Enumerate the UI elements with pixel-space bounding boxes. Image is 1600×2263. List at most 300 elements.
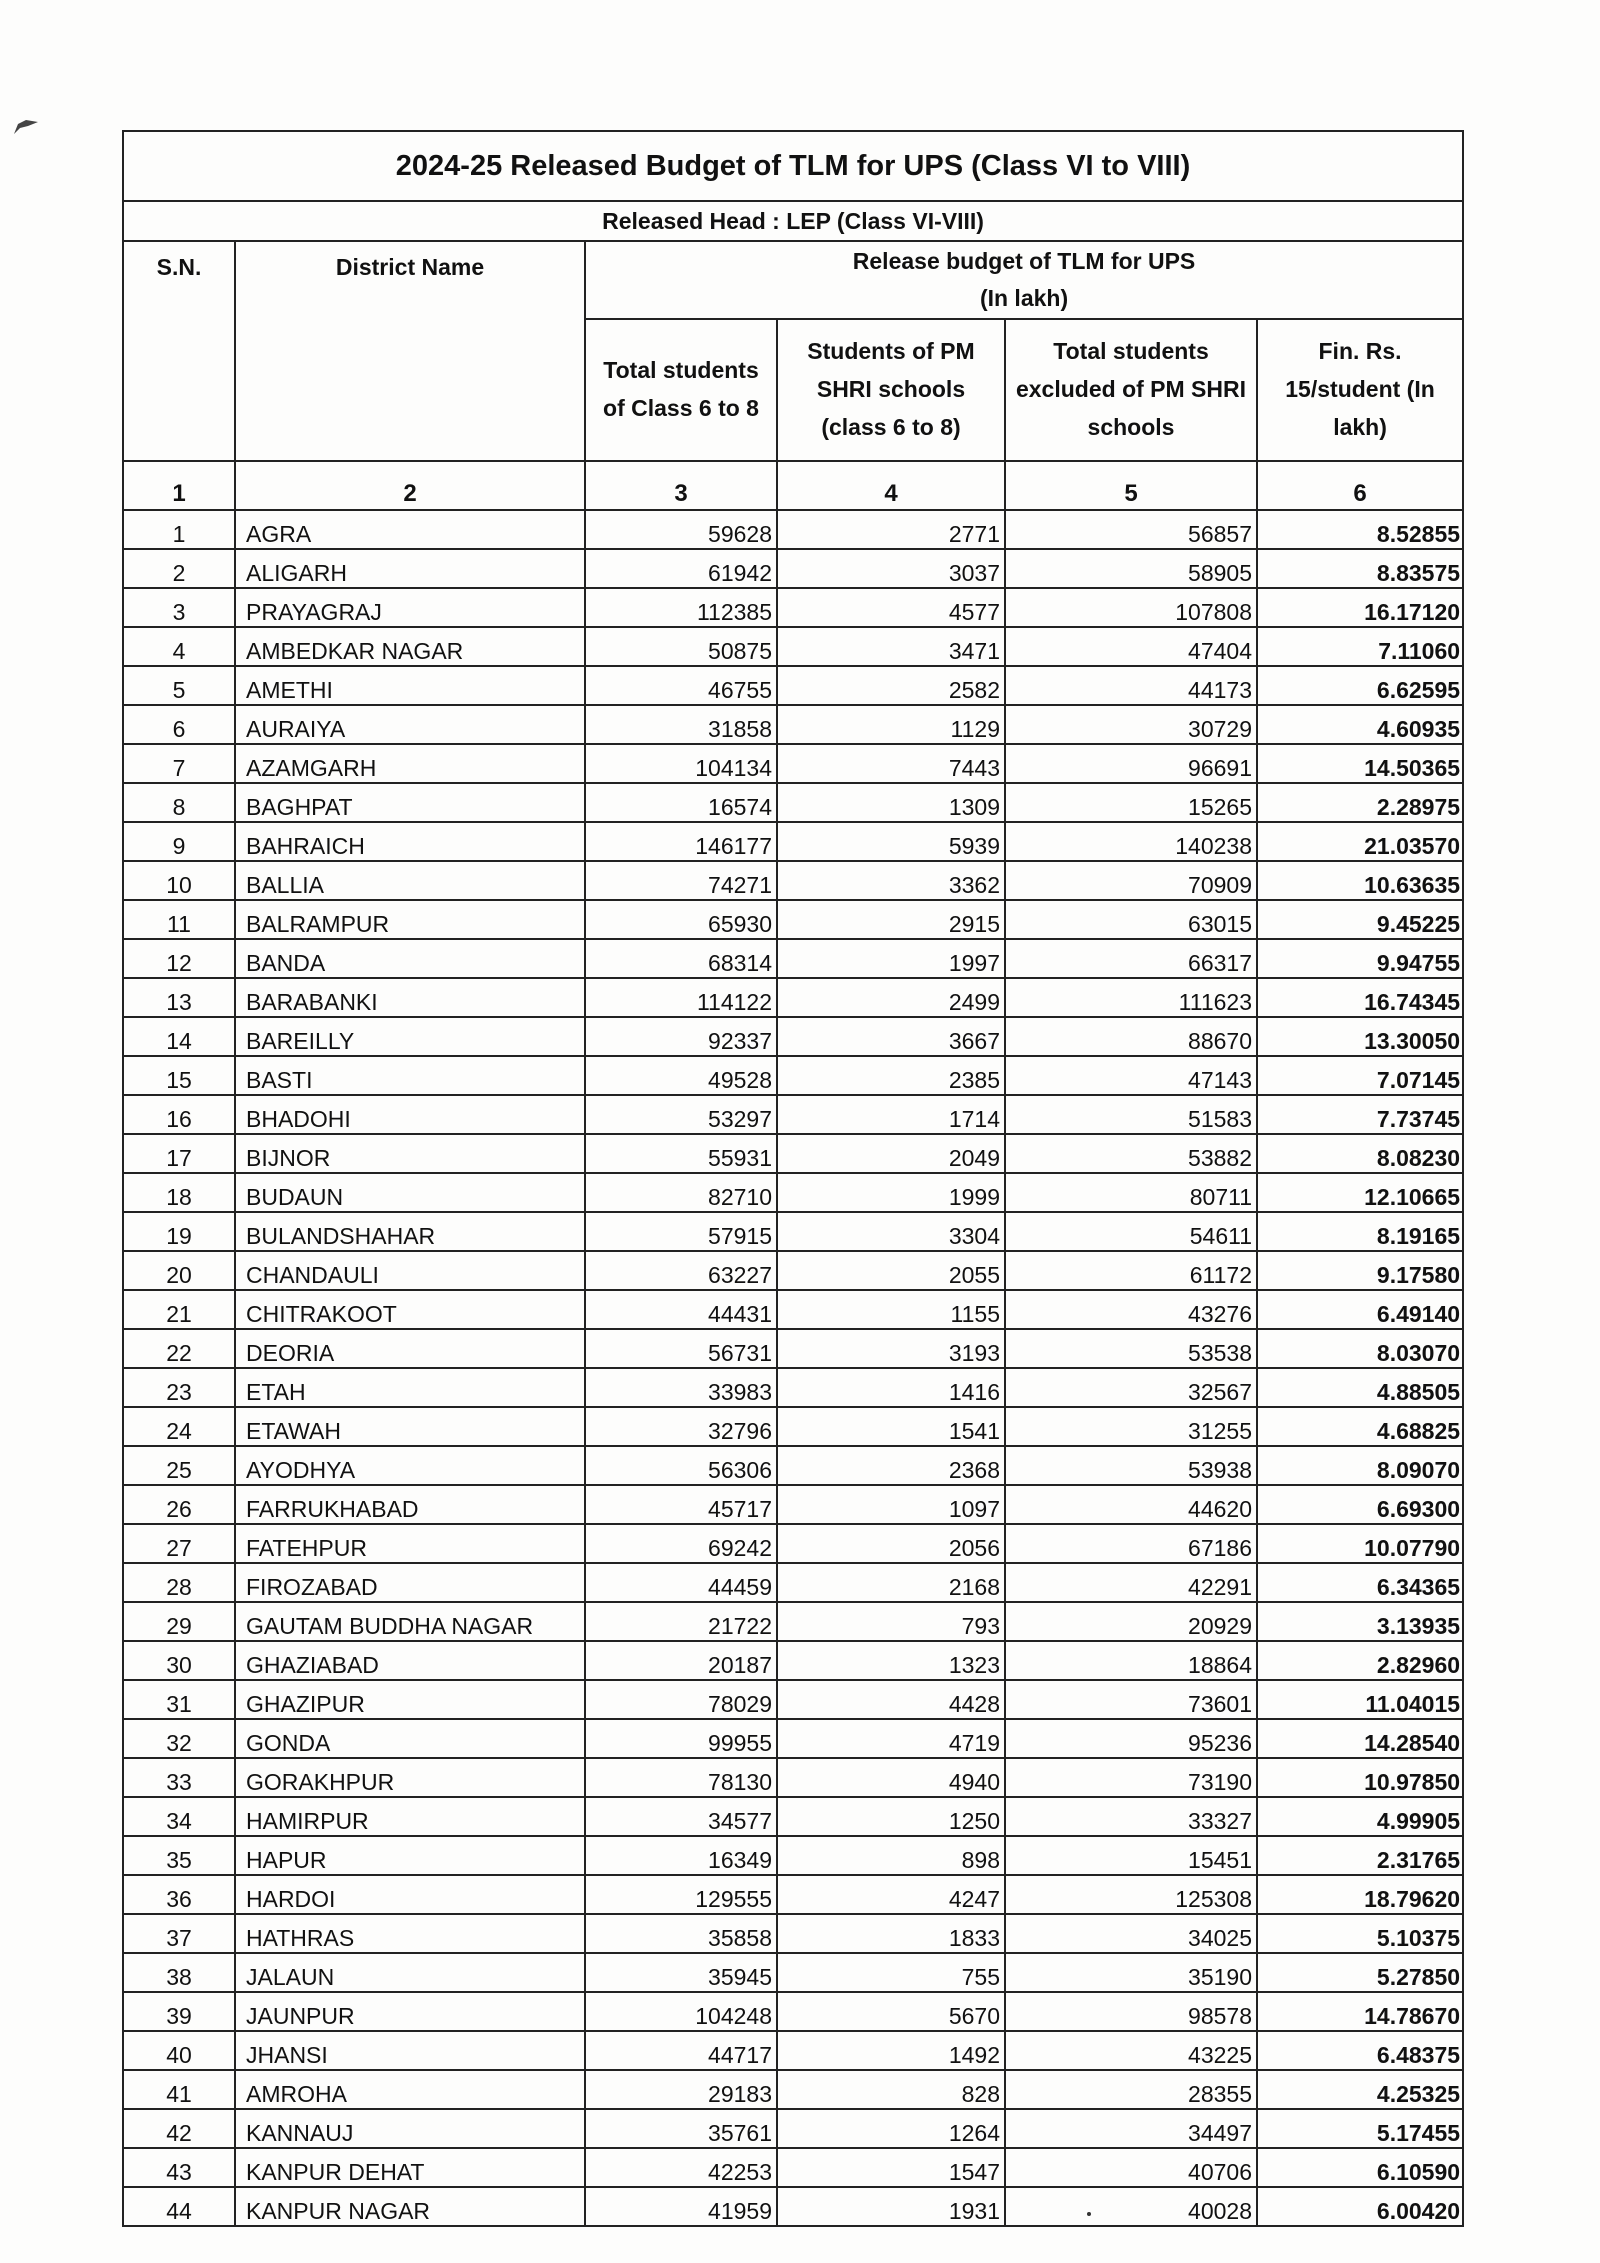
excluded-students-cell: 47404 — [1005, 627, 1257, 666]
pm-shri-students-cell: 2368 — [777, 1446, 1005, 1485]
district-name-cell: JAUNPUR — [235, 1992, 585, 2031]
sn-cell: 39 — [123, 1992, 235, 2031]
total-students-cell: 92337 — [585, 1017, 777, 1056]
header-pm-shri-students: Students of PM SHRI schools (class 6 to 8) — [777, 319, 1005, 461]
sn-cell: 36 — [123, 1875, 235, 1914]
sn-cell: 37 — [123, 1914, 235, 1953]
total-students-cell: 34577 — [585, 1797, 777, 1836]
sn-cell: 30 — [123, 1641, 235, 1680]
fin-amount-cell: 8.83575 — [1257, 549, 1463, 588]
sn-cell: 20 — [123, 1251, 235, 1290]
fin-amount-cell: 5.10375 — [1257, 1914, 1463, 1953]
district-name-cell: AMROHA — [235, 2070, 585, 2109]
sn-cell: 10 — [123, 861, 235, 900]
total-students-cell: 59628 — [585, 510, 777, 549]
sn-cell: 1 — [123, 510, 235, 549]
sn-cell: 24 — [123, 1407, 235, 1446]
table-row — [123, 1914, 1463, 1953]
excluded-students-cell: 15265 — [1005, 783, 1257, 822]
district-name-cell: FIROZABAD — [235, 1563, 585, 1602]
total-students-cell: 99955 — [585, 1719, 777, 1758]
pm-shri-students-cell: 898 — [777, 1836, 1005, 1875]
sn-cell: 33 — [123, 1758, 235, 1797]
district-name-cell: BANDA — [235, 939, 585, 978]
released-head: Released Head : LEP (Class VI-VIII) — [123, 201, 1463, 241]
district-name-cell: GHAZIABAD — [235, 1641, 585, 1680]
table-row — [123, 822, 1463, 861]
sn-cell: 15 — [123, 1056, 235, 1095]
table-row — [123, 2070, 1463, 2109]
table-row — [123, 783, 1463, 822]
fin-amount-cell: 9.45225 — [1257, 900, 1463, 939]
sn-cell: 13 — [123, 978, 235, 1017]
district-name-cell: FATEHPUR — [235, 1524, 585, 1563]
header-sn: S.N. — [123, 241, 235, 461]
district-name-cell: AMBEDKAR NAGAR — [235, 627, 585, 666]
pm-shri-students-cell: 755 — [777, 1953, 1005, 1992]
total-students-cell: 129555 — [585, 1875, 777, 1914]
table-row — [123, 510, 1463, 549]
pm-shri-students-cell: 4719 — [777, 1719, 1005, 1758]
column-number: 1 — [123, 461, 235, 510]
fin-amount-cell: 7.73745 — [1257, 1095, 1463, 1134]
table-row — [123, 1992, 1463, 2031]
table-row — [123, 1173, 1463, 1212]
pm-shri-students-cell: 5939 — [777, 822, 1005, 861]
table-row — [123, 1641, 1463, 1680]
total-students-cell: 55931 — [585, 1134, 777, 1173]
pm-shri-students-cell: 3304 — [777, 1212, 1005, 1251]
sn-cell: 28 — [123, 1563, 235, 1602]
pm-shri-students-cell: 1250 — [777, 1797, 1005, 1836]
fin-amount-cell: 6.49140 — [1257, 1290, 1463, 1329]
header-total-students: Total students of Class 6 to 8 — [585, 319, 777, 461]
table-row — [123, 1407, 1463, 1446]
fin-amount-cell: 8.08230 — [1257, 1134, 1463, 1173]
fin-amount-cell: 11.04015 — [1257, 1680, 1463, 1719]
column-number: 6 — [1257, 461, 1463, 510]
pm-shri-students-cell: 793 — [777, 1602, 1005, 1641]
pm-shri-students-cell: 5670 — [777, 1992, 1005, 2031]
table-row — [123, 627, 1463, 666]
sn-cell: 8 — [123, 783, 235, 822]
pm-shri-students-cell: 1129 — [777, 705, 1005, 744]
pm-shri-students-cell: 3471 — [777, 627, 1005, 666]
document-title: 2024-25 Released Budget of TLM for UPS (Class VI to VIII) — [123, 131, 1463, 201]
pm-shri-students-cell: 2771 — [777, 510, 1005, 549]
excluded-students-cell: 40706 — [1005, 2148, 1257, 2187]
table-row — [123, 1524, 1463, 1563]
district-name-cell: BALLIA — [235, 861, 585, 900]
header-release-budget — [585, 241, 1463, 319]
total-students-cell: 69242 — [585, 1524, 777, 1563]
table-row — [123, 1056, 1463, 1095]
pm-shri-students-cell: 2385 — [777, 1056, 1005, 1095]
header-release-line1: Release budget of TLM for UPS — [852, 248, 1196, 275]
header-fin-rs: Fin. Rs. 15/student (In lakh) — [1257, 319, 1463, 461]
excluded-students-cell: 53538 — [1005, 1329, 1257, 1368]
pm-shri-students-cell: 4577 — [777, 588, 1005, 627]
excluded-students-cell: 18864 — [1005, 1641, 1257, 1680]
excluded-students-cell: 73190 — [1005, 1758, 1257, 1797]
pm-shri-students-cell: 2049 — [777, 1134, 1005, 1173]
district-name-cell: BALRAMPUR — [235, 900, 585, 939]
total-students-cell: 56731 — [585, 1329, 777, 1368]
fin-amount-cell: 4.99905 — [1257, 1797, 1463, 1836]
table-row — [123, 1134, 1463, 1173]
total-students-cell: 49528 — [585, 1056, 777, 1095]
table-row — [123, 588, 1463, 627]
fin-amount-cell: 4.25325 — [1257, 2070, 1463, 2109]
pm-shri-students-cell: 2056 — [777, 1524, 1005, 1563]
district-name-cell: AMETHI — [235, 666, 585, 705]
table-row — [123, 978, 1463, 1017]
pm-shri-students-cell: 1541 — [777, 1407, 1005, 1446]
total-students-cell: 35945 — [585, 1953, 777, 1992]
district-name-cell: GORAKHPUR — [235, 1758, 585, 1797]
excluded-students-cell: 33327 — [1005, 1797, 1257, 1836]
district-name-cell: PRAYAGRAJ — [235, 588, 585, 627]
table-row — [123, 2109, 1463, 2148]
table-row — [123, 1017, 1463, 1056]
total-students-cell: 63227 — [585, 1251, 777, 1290]
district-name-cell: AZAMGARH — [235, 744, 585, 783]
fin-amount-cell: 8.03070 — [1257, 1329, 1463, 1368]
fin-amount-cell: 10.63635 — [1257, 861, 1463, 900]
table-row — [123, 1875, 1463, 1914]
sn-cell: 38 — [123, 1953, 235, 1992]
pm-shri-students-cell: 1931 — [777, 2187, 1005, 2226]
fin-amount-cell: 14.78670 — [1257, 1992, 1463, 2031]
district-name-cell: BARABANKI — [235, 978, 585, 1017]
fin-amount-cell: 12.10665 — [1257, 1173, 1463, 1212]
excluded-students-cell: 70909 — [1005, 861, 1257, 900]
pm-shri-students-cell: 2168 — [777, 1563, 1005, 1602]
scan-dot — [1087, 2212, 1091, 2216]
pm-shri-students-cell: 4940 — [777, 1758, 1005, 1797]
table-row — [123, 1797, 1463, 1836]
table-row — [123, 1212, 1463, 1251]
pm-shri-students-cell: 1714 — [777, 1095, 1005, 1134]
title-row — [123, 131, 1463, 201]
district-name-cell: AURAIYA — [235, 705, 585, 744]
total-students-cell: 104248 — [585, 1992, 777, 2031]
table-row — [123, 2187, 1463, 2226]
sn-cell: 6 — [123, 705, 235, 744]
table-row — [123, 1368, 1463, 1407]
fin-amount-cell: 18.79620 — [1257, 1875, 1463, 1914]
table-row — [123, 1719, 1463, 1758]
fin-amount-cell: 4.68825 — [1257, 1407, 1463, 1446]
district-name-cell: BULANDSHAHAR — [235, 1212, 585, 1251]
pm-shri-students-cell: 1416 — [777, 1368, 1005, 1407]
fin-amount-cell: 10.97850 — [1257, 1758, 1463, 1797]
excluded-students-cell: 67186 — [1005, 1524, 1257, 1563]
district-name-cell: GHAZIPUR — [235, 1680, 585, 1719]
total-students-cell: 33983 — [585, 1368, 777, 1407]
total-students-cell: 56306 — [585, 1446, 777, 1485]
pm-shri-students-cell: 3193 — [777, 1329, 1005, 1368]
fin-amount-cell: 10.07790 — [1257, 1524, 1463, 1563]
header-release-line2: (In lakh) — [979, 285, 1069, 311]
excluded-students-cell: 88670 — [1005, 1017, 1257, 1056]
pm-shri-students-cell: 828 — [777, 2070, 1005, 2109]
fin-amount-cell: 2.31765 — [1257, 1836, 1463, 1875]
total-students-cell: 32796 — [585, 1407, 777, 1446]
excluded-students-cell: 34025 — [1005, 1914, 1257, 1953]
fin-amount-cell: 6.62595 — [1257, 666, 1463, 705]
district-name-cell: AYODHYA — [235, 1446, 585, 1485]
pm-shri-students-cell: 1323 — [777, 1641, 1005, 1680]
total-students-cell: 41959 — [585, 2187, 777, 2226]
sn-cell: 43 — [123, 2148, 235, 2187]
sn-cell: 17 — [123, 1134, 235, 1173]
district-name-cell: AGRA — [235, 510, 585, 549]
total-students-cell: 112385 — [585, 588, 777, 627]
sn-cell: 23 — [123, 1368, 235, 1407]
total-students-cell: 35858 — [585, 1914, 777, 1953]
district-name-cell: BAGHPAT — [235, 783, 585, 822]
excluded-students-cell: 47143 — [1005, 1056, 1257, 1095]
sn-cell: 29 — [123, 1602, 235, 1641]
table-row — [123, 939, 1463, 978]
fin-amount-cell: 4.88505 — [1257, 1368, 1463, 1407]
fin-amount-cell: 8.19165 — [1257, 1212, 1463, 1251]
excluded-students-cell: 61172 — [1005, 1251, 1257, 1290]
sn-cell: 22 — [123, 1329, 235, 1368]
excluded-students-cell: 66317 — [1005, 939, 1257, 978]
district-name-cell: JALAUN — [235, 1953, 585, 1992]
excluded-students-cell: 73601 — [1005, 1680, 1257, 1719]
sn-cell: 11 — [123, 900, 235, 939]
table-row — [123, 1680, 1463, 1719]
fin-amount-cell: 6.69300 — [1257, 1485, 1463, 1524]
pm-shri-students-cell: 1997 — [777, 939, 1005, 978]
table-row — [123, 1446, 1463, 1485]
sn-cell: 34 — [123, 1797, 235, 1836]
fin-amount-cell: 6.00420 — [1257, 2187, 1463, 2226]
sn-cell: 14 — [123, 1017, 235, 1056]
total-students-cell: 35761 — [585, 2109, 777, 2148]
total-students-cell: 114122 — [585, 978, 777, 1017]
sn-cell: 3 — [123, 588, 235, 627]
total-students-cell: 53297 — [585, 1095, 777, 1134]
excluded-students-cell: 44173 — [1005, 666, 1257, 705]
fin-amount-cell: 9.17580 — [1257, 1251, 1463, 1290]
table-row — [123, 666, 1463, 705]
district-name-cell: ETAH — [235, 1368, 585, 1407]
fin-amount-cell: 8.09070 — [1257, 1446, 1463, 1485]
excluded-students-cell: 28355 — [1005, 2070, 1257, 2109]
pm-shri-students-cell: 1097 — [777, 1485, 1005, 1524]
pm-shri-students-cell: 3037 — [777, 549, 1005, 588]
district-name-cell: CHANDAULI — [235, 1251, 585, 1290]
sn-cell: 41 — [123, 2070, 235, 2109]
excluded-students-cell: 95236 — [1005, 1719, 1257, 1758]
fin-amount-cell: 2.82960 — [1257, 1641, 1463, 1680]
district-name-cell: HAMIRPUR — [235, 1797, 585, 1836]
sn-cell: 18 — [123, 1173, 235, 1212]
excluded-students-cell: 35190 — [1005, 1953, 1257, 1992]
pm-shri-students-cell: 1547 — [777, 2148, 1005, 2187]
district-name-cell: BHADOHI — [235, 1095, 585, 1134]
pm-shri-students-cell: 4428 — [777, 1680, 1005, 1719]
pm-shri-students-cell: 1999 — [777, 1173, 1005, 1212]
table-row — [123, 2031, 1463, 2070]
excluded-students-cell: 80711 — [1005, 1173, 1257, 1212]
total-students-cell: 31858 — [585, 705, 777, 744]
district-name-cell: KANPUR DEHAT — [235, 2148, 585, 2187]
district-name-cell: HATHRAS — [235, 1914, 585, 1953]
table-row — [123, 1602, 1463, 1641]
excluded-students-cell: 40028 — [1005, 2187, 1257, 2226]
fin-amount-cell: 6.48375 — [1257, 2031, 1463, 2070]
fin-amount-cell: 6.34365 — [1257, 1563, 1463, 1602]
sn-cell: 5 — [123, 666, 235, 705]
sn-cell: 42 — [123, 2109, 235, 2148]
column-number: 5 — [1005, 461, 1257, 510]
header-excluded-students: Total students excluded of PM SHRI schools — [1005, 319, 1257, 461]
table-row — [123, 705, 1463, 744]
district-name-cell: KANNAUJ — [235, 2109, 585, 2148]
fin-amount-cell: 4.60935 — [1257, 705, 1463, 744]
column-number: 2 — [235, 461, 585, 510]
total-students-cell: 21722 — [585, 1602, 777, 1641]
pm-shri-students-cell: 2499 — [777, 978, 1005, 1017]
total-students-cell: 44459 — [585, 1563, 777, 1602]
excluded-students-cell: 44620 — [1005, 1485, 1257, 1524]
excluded-students-cell: 15451 — [1005, 1836, 1257, 1875]
excluded-students-cell: 111623 — [1005, 978, 1257, 1017]
pm-shri-students-cell: 3667 — [777, 1017, 1005, 1056]
total-students-cell: 82710 — [585, 1173, 777, 1212]
pm-shri-students-cell: 3362 — [777, 861, 1005, 900]
excluded-students-cell: 53938 — [1005, 1446, 1257, 1485]
excluded-students-cell: 31255 — [1005, 1407, 1257, 1446]
total-students-cell: 146177 — [585, 822, 777, 861]
district-name-cell: GAUTAM BUDDHA NAGAR — [235, 1602, 585, 1641]
total-students-cell: 20187 — [585, 1641, 777, 1680]
sn-cell: 2 — [123, 549, 235, 588]
total-students-cell: 78130 — [585, 1758, 777, 1797]
table-row — [123, 1290, 1463, 1329]
table-row — [123, 2148, 1463, 2187]
fin-amount-cell: 16.17120 — [1257, 588, 1463, 627]
excluded-students-cell: 125308 — [1005, 1875, 1257, 1914]
table-row — [123, 1953, 1463, 1992]
column-number: 3 — [585, 461, 777, 510]
pm-shri-students-cell: 7443 — [777, 744, 1005, 783]
fin-amount-cell: 2.28975 — [1257, 783, 1463, 822]
table-row — [123, 1251, 1463, 1290]
sn-cell: 40 — [123, 2031, 235, 2070]
table-row — [123, 861, 1463, 900]
excluded-students-cell: 32567 — [1005, 1368, 1257, 1407]
table-row — [123, 1758, 1463, 1797]
district-name-cell: JHANSI — [235, 2031, 585, 2070]
district-name-cell: ALIGARH — [235, 549, 585, 588]
sn-cell: 25 — [123, 1446, 235, 1485]
district-name-cell: FARRUKHABAD — [235, 1485, 585, 1524]
excluded-students-cell: 30729 — [1005, 705, 1257, 744]
sn-cell: 7 — [123, 744, 235, 783]
district-name-cell: HARDOI — [235, 1875, 585, 1914]
total-students-cell: 50875 — [585, 627, 777, 666]
total-students-cell: 57915 — [585, 1212, 777, 1251]
total-students-cell: 104134 — [585, 744, 777, 783]
pm-shri-students-cell: 4247 — [777, 1875, 1005, 1914]
sn-cell: 35 — [123, 1836, 235, 1875]
district-name-cell: BASTI — [235, 1056, 585, 1095]
pm-shri-students-cell: 1492 — [777, 2031, 1005, 2070]
fin-amount-cell: 16.74345 — [1257, 978, 1463, 1017]
table-row — [123, 549, 1463, 588]
total-students-cell: 61942 — [585, 549, 777, 588]
pm-shri-students-cell: 1309 — [777, 783, 1005, 822]
total-students-cell: 16574 — [585, 783, 777, 822]
sn-cell: 21 — [123, 1290, 235, 1329]
total-students-cell: 45717 — [585, 1485, 777, 1524]
excluded-students-cell: 56857 — [1005, 510, 1257, 549]
excluded-students-cell: 53882 — [1005, 1134, 1257, 1173]
sn-cell: 32 — [123, 1719, 235, 1758]
district-name-cell: GONDA — [235, 1719, 585, 1758]
fin-amount-cell: 5.27850 — [1257, 1953, 1463, 1992]
total-students-cell: 74271 — [585, 861, 777, 900]
pm-shri-students-cell: 1833 — [777, 1914, 1005, 1953]
excluded-students-cell: 63015 — [1005, 900, 1257, 939]
excluded-students-cell: 34497 — [1005, 2109, 1257, 2148]
sn-cell: 19 — [123, 1212, 235, 1251]
table-row — [123, 744, 1463, 783]
scan-corner-mark — [12, 118, 42, 136]
fin-amount-cell: 9.94755 — [1257, 939, 1463, 978]
pm-shri-students-cell: 1155 — [777, 1290, 1005, 1329]
district-name-cell: BAREILLY — [235, 1017, 585, 1056]
district-name-cell: BUDAUN — [235, 1173, 585, 1212]
total-students-cell: 16349 — [585, 1836, 777, 1875]
header-district: District Name — [235, 241, 585, 461]
total-students-cell: 78029 — [585, 1680, 777, 1719]
district-name-cell: BAHRAICH — [235, 822, 585, 861]
sn-cell: 27 — [123, 1524, 235, 1563]
pm-shri-students-cell: 2055 — [777, 1251, 1005, 1290]
total-students-cell: 29183 — [585, 2070, 777, 2109]
district-name-cell: HAPUR — [235, 1836, 585, 1875]
fin-amount-cell: 8.52855 — [1257, 510, 1463, 549]
sn-cell: 12 — [123, 939, 235, 978]
sn-cell: 44 — [123, 2187, 235, 2226]
table-row — [123, 1329, 1463, 1368]
pm-shri-students-cell: 2915 — [777, 900, 1005, 939]
total-students-cell: 44431 — [585, 1290, 777, 1329]
excluded-students-cell: 20929 — [1005, 1602, 1257, 1641]
column-number-row — [123, 461, 1463, 510]
pm-shri-students-cell: 2582 — [777, 666, 1005, 705]
excluded-students-cell: 98578 — [1005, 1992, 1257, 2031]
fin-amount-cell: 14.50365 — [1257, 744, 1463, 783]
district-name-cell: ETAWAH — [235, 1407, 585, 1446]
table-row — [123, 1485, 1463, 1524]
district-name-cell: CHITRAKOOT — [235, 1290, 585, 1329]
column-number: 4 — [777, 461, 1005, 510]
pm-shri-students-cell: 1264 — [777, 2109, 1005, 2148]
excluded-students-cell: 43276 — [1005, 1290, 1257, 1329]
excluded-students-cell: 107808 — [1005, 588, 1257, 627]
table-row — [123, 1836, 1463, 1875]
fin-amount-cell: 13.30050 — [1257, 1017, 1463, 1056]
sn-cell: 26 — [123, 1485, 235, 1524]
